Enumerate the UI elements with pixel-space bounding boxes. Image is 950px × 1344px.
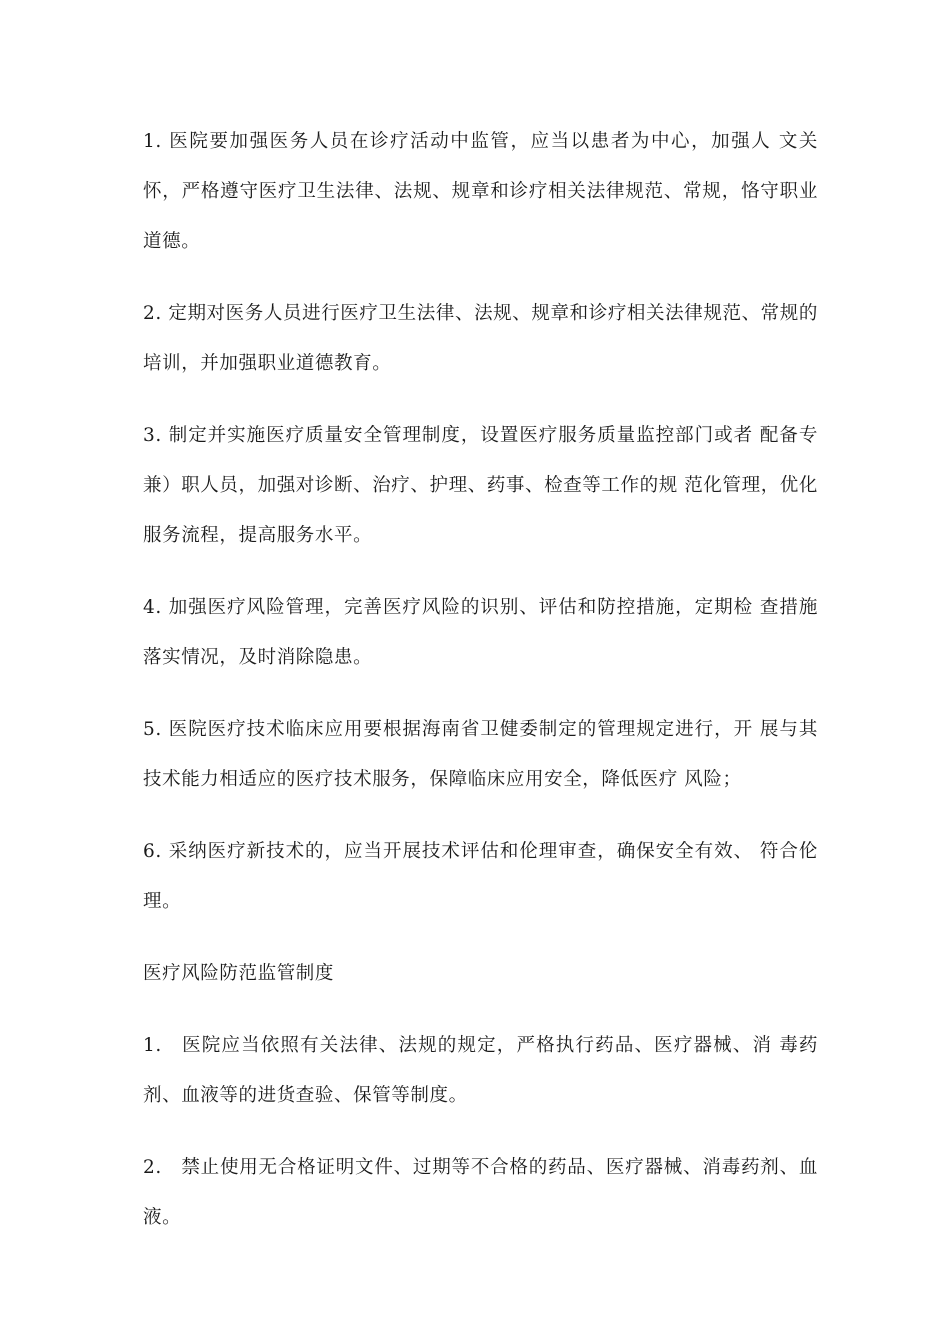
- paragraph-6: 6. 采纳医疗新技术的，应当开展技术评估和伦理审查，确保安全有效、 符合伦理。: [143, 841, 818, 912]
- paragraph-5: 5. 医院医疗技术临床应用要根据海南省卫健委制定的管理规定进行，开 展与其技术能力相适应的医疗技术服务，保障临床应用安全，降低医疗 风险；: [143, 719, 818, 790]
- section-title: 医疗风险防范监管制度: [143, 963, 335, 984]
- paragraph-3: 3. 制定并实施医疗质量安全管理制度，设置医疗服务质量监控部门或者 配备专兼）职人员，加强对诊断、治疗、护理、药事、检查等工作的规 范化管理，优化服务流程，提高服务水平。: [143, 425, 818, 546]
- paragraph-1: 1. 医院要加强医务人员在诊疗活动中监管，应当以患者为中心，加强人 文关怀，严格遵守医疗卫生法律、法规、规章和诊疗相关法律规范、常规，恪守职业道德。: [143, 131, 818, 252]
- section-paragraph-1: 1. 医院应当依照有关法律、法规的规定，严格执行药品、医疗器械、消 毒药剂、血液等的进货查验、保管等制度。: [143, 1035, 818, 1106]
- paragraph-2: 2. 定期对医务人员进行医疗卫生法律、法规、规章和诊疗相关法律规范、常规的培训，并加强职业道德教育。: [143, 303, 818, 374]
- paragraph-4: 4. 加强医疗风险管理，完善医疗风险的识别、评估和防控措施，定期检 查措施落实情况，及时消除隐患。: [143, 597, 818, 668]
- section-paragraph-2: 2. 禁止使用无合格证明文件、过期等不合格的药品、医疗器械、消毒药剂、血液。: [143, 1157, 818, 1228]
- document-body: [143, 117, 818, 1265]
